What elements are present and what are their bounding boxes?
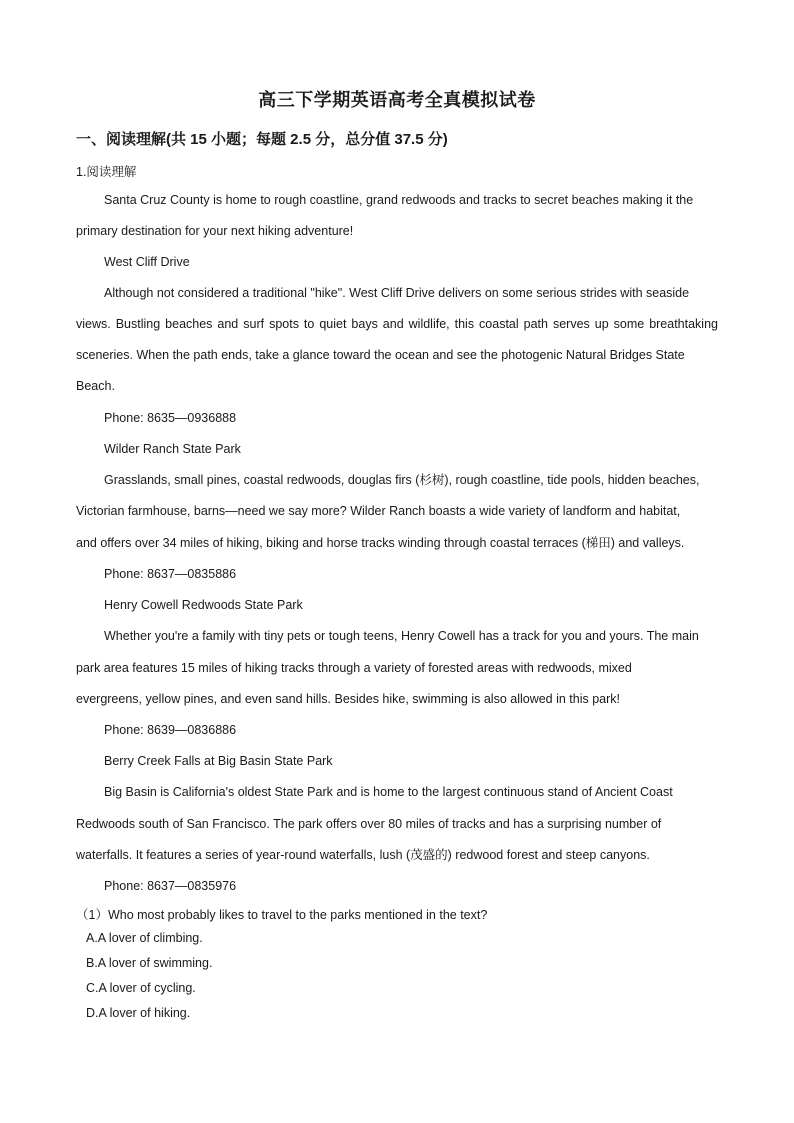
park-phone: Phone: 8637—0835976 — [104, 879, 237, 893]
passage-line: Redwoods south of San Francisco. The park offers over 80 miles of tracks and has a surprising number of — [76, 817, 662, 831]
passage-line: Whether you're a family with tiny pets or tough teens, Henry Cowell has a track for you and yours. The main — [104, 629, 699, 643]
park-title: Henry Cowell Redwoods State Park — [104, 598, 303, 612]
park-phone: Phone: 8637—0835886 — [104, 567, 237, 581]
passage-line: Santa Cruz County is home to rough coastline, grand redwoods and tracks to secret beaches making it the — [104, 193, 694, 207]
passage-line: Big Basin is California's oldest State Park and is home to the largest continuous stand of Ancient Coast — [104, 785, 673, 799]
option-c: C.A lover of cycling. — [86, 981, 196, 995]
park-title: Wilder Ranch State Park — [104, 442, 241, 456]
question-stem: （1）Who most probably likes to travel to the parks mentioned in the text? — [76, 908, 488, 922]
park-phone: Phone: 8639—0836886 — [104, 723, 237, 737]
option-a: A.A lover of climbing. — [86, 931, 203, 945]
passage-line: Beach. — [76, 379, 115, 393]
question-label: 1.阅读理解 — [76, 165, 137, 179]
option-d: D.A lover of hiking. — [86, 1006, 191, 1020]
passage-line: sceneries. When the path ends, take a glance toward the ocean and see the photogenic Natural Bridges State — [76, 348, 685, 362]
exam-title: 高三下学期英语高考全真模拟试卷 — [258, 90, 536, 110]
passage-line: views. Bustling beaches and surf spots to quiet bays and wildlife, this coastal path serves up some breathtaking — [76, 317, 718, 331]
passage-line: evergreens, yellow pines, and even sand hills. Besides hike, swimming is also allowed in this park! — [76, 692, 621, 706]
section-heading: 一、阅读理解(共 15 小题；每题 2.5 分，总分值 37.5 分) — [76, 131, 448, 148]
passage-line: and offers over 34 miles of hiking, biking and horse tracks winding through coastal terraces (梯田) and valleys. — [76, 536, 685, 550]
park-title: West Cliff Drive — [104, 255, 190, 269]
passage-line: park area features 15 miles of hiking tracks through a variety of forested areas with redwoods, mixed — [76, 661, 632, 675]
passage-line: Grasslands, small pines, coastal redwoods, douglas firs (杉树), rough coastline, tide pools, hidden beaches, — [104, 473, 700, 487]
passage-line: Although not considered a traditional "hike". West Cliff Drive delivers on some serious strides with seaside — [104, 286, 690, 300]
passage-line: primary destination for your next hiking adventure! — [76, 224, 354, 238]
passage-line: waterfalls. It features a series of year-round waterfalls, lush (茂盛的) redwood forest and steep canyons. — [76, 848, 650, 862]
option-b: B.A lover of swimming. — [86, 956, 213, 970]
passage-line: Victorian farmhouse, barns—need we say more? Wilder Ranch boasts a wide variety of landform and habitat, — [76, 504, 681, 518]
park-title: Berry Creek Falls at Big Basin State Park — [104, 754, 333, 768]
park-phone: Phone: 8635—0936888 — [104, 411, 237, 425]
